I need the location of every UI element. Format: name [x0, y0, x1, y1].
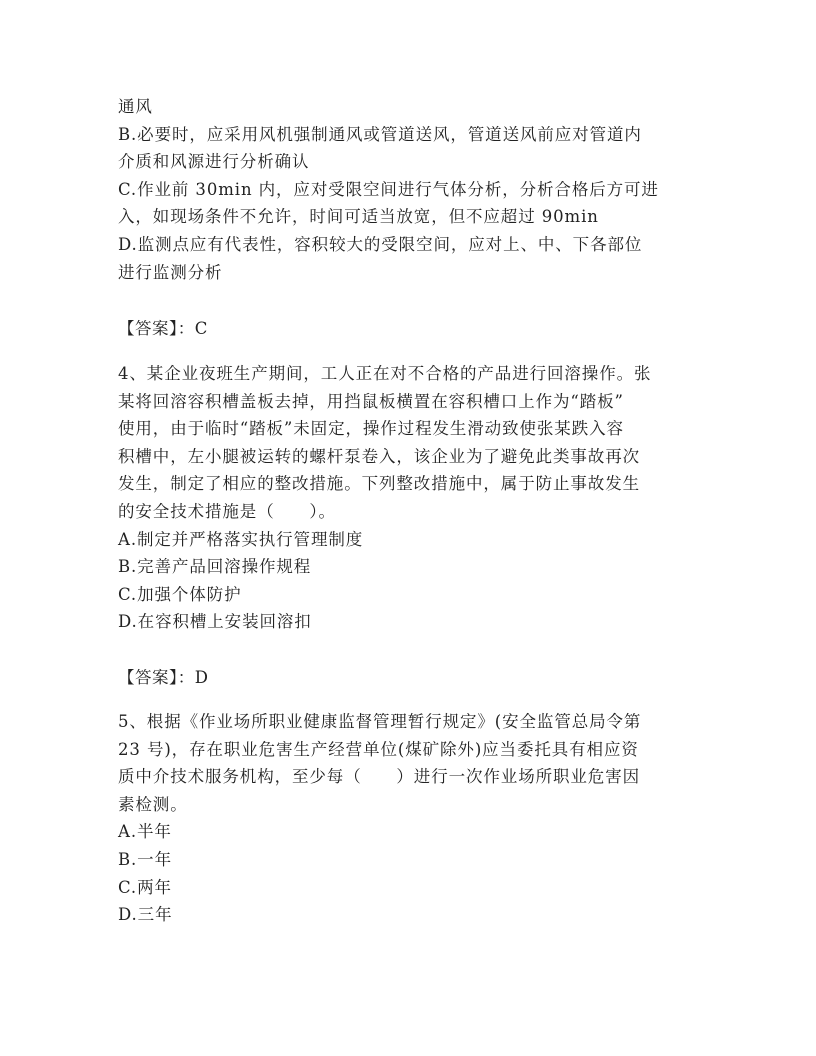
question-text-line: 的安全技术措施是（ ）。 — [118, 501, 336, 521]
question-text-line: 使用，由于临时“踏板”未固定，操作过程发生滑动致使张某跌入容 — [118, 419, 624, 439]
question-5 — [118, 708, 698, 929]
question-text-line: 质中介技术服务机构，至少每（ ）进行一次作业场所职业危害因 — [118, 767, 640, 787]
option-a: A.半年 — [118, 822, 172, 842]
text-line: 通风 — [118, 97, 153, 116]
question-3-continuation — [118, 93, 698, 286]
question-4 — [118, 360, 698, 636]
answer-text: 【答案】：D — [118, 668, 209, 687]
option-a: A.制定并严格落实执行管理制度 — [118, 529, 364, 549]
question-text-line: 素检测。 — [118, 794, 188, 814]
answer-4 — [118, 664, 698, 692]
answer-text: 【答案】：C — [118, 319, 208, 338]
question-text-line: 5、根据《作业场所职业健康监督管理暂行规定》(安全监管总局令第 — [118, 712, 642, 731]
text-line: 进行监测分析 — [118, 262, 223, 282]
text-line: 入，如现场条件不允许，时间可适当放宽，但不应超过 90min — [118, 207, 599, 227]
answer-3 — [118, 315, 698, 343]
question-text-line: 某将回溶容积槽盖板去掉，用挡鼠板横置在容积槽口上作为“踏板” — [118, 391, 624, 411]
option-c: C.作业前 30min 内，应对受限空间进行气体分析，分析合格后方可进 — [118, 179, 659, 199]
option-d: D.在容积槽上安装回溶扣 — [118, 612, 312, 632]
text-line: 介质和风源进行分析确认 — [118, 152, 310, 172]
option-b: B.必要时，应采用风机强制通风或管道送风，管道送风前应对管道内 — [118, 124, 642, 144]
option-d: D.监测点应有代表性，容积较大的受限空间，应对上、中、下各部位 — [118, 234, 643, 254]
option-b: B.完善产品回溶操作规程 — [118, 557, 312, 577]
option-c: C.两年 — [118, 877, 172, 897]
question-text-line: 积槽中，左小腿被运转的螺杆泵卷入，该企业为了避免此类事故再次 — [118, 446, 640, 466]
question-text-line: 发生，制定了相应的整改措施。下列整改措施中，属于防止事故发生 — [118, 474, 640, 494]
option-c: C.加强个体防护 — [118, 584, 242, 604]
option-d: D.三年 — [118, 905, 173, 925]
question-text-line: 23 号)，存在职业危害生产经营单位(煤矿除外)应当委托具有相应资 — [118, 739, 639, 759]
question-text-line: 4、某企业夜班生产期间，工人正在对不合格的产品进行回溶操作。张 — [118, 364, 652, 383]
option-b: B.一年 — [118, 849, 172, 869]
